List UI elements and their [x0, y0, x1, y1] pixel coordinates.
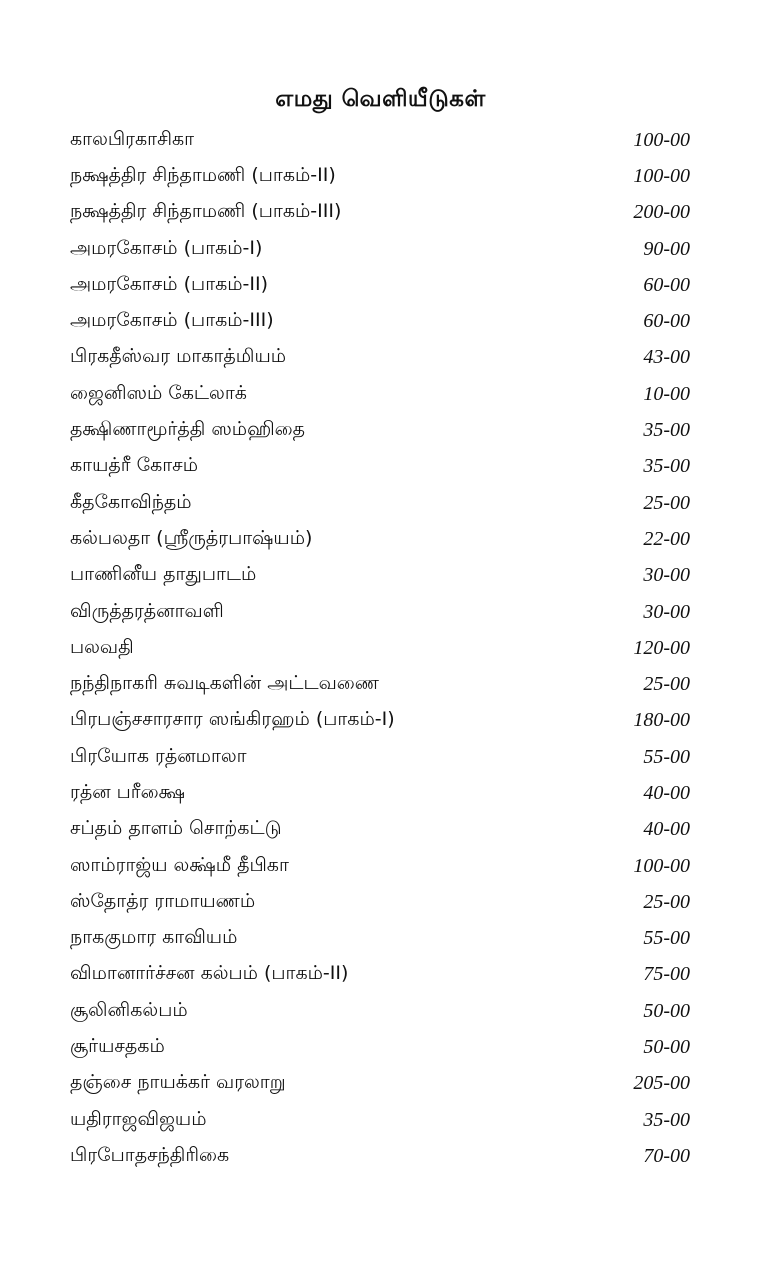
book-title: காலபிரகாசிகா: [70, 127, 195, 150]
book-row: [70, 376, 690, 412]
book-row: [70, 739, 690, 775]
book-price: 70-00: [643, 1144, 690, 1167]
book-price: 30-00: [643, 600, 690, 623]
book-price: 60-00: [643, 273, 690, 296]
book-title: கல்பலதா (ஸ்ரீருத்ரபாஷ்யம்): [70, 526, 313, 549]
page-title: எமது வெளியீடுகள்: [275, 86, 486, 112]
book-title: நந்திநாகரி சுவடிகளின் அட்டவணை: [70, 672, 379, 695]
book-price: 35-00: [643, 419, 690, 442]
book-price: 100-00: [633, 164, 690, 187]
book-row: [70, 195, 690, 231]
book-title: ஸ்தோத்ர ராமாயணம்: [70, 889, 256, 912]
book-price: 35-00: [643, 1108, 690, 1131]
book-row: [70, 957, 690, 993]
book-row: [70, 267, 690, 303]
book-row: [70, 1138, 690, 1174]
book-price: 40-00: [643, 781, 690, 804]
book-title: அமரகோசம் (பாகம்-III): [70, 309, 274, 332]
book-row: [70, 921, 690, 957]
book-title: யதிராஜவிஜயம்: [70, 1107, 207, 1130]
book-row: [70, 703, 690, 739]
book-price: 100-00: [633, 128, 690, 151]
book-price: 35-00: [643, 455, 690, 478]
book-title: பாணினீய தாதுபாடம்: [70, 563, 257, 586]
book-price: 75-00: [643, 963, 690, 986]
book-title: ஜைனிஸம் கேட்லாக்: [70, 381, 247, 404]
book-price: 22-00: [643, 527, 690, 550]
book-title: ரத்ன பரீக்ஷை: [70, 780, 185, 803]
book-price: 10-00: [643, 382, 690, 405]
book-price: 25-00: [643, 673, 690, 696]
book-price: 60-00: [643, 310, 690, 333]
book-title: ஸாம்ராஜ்ய லக்ஷ்மீ தீபிகா: [70, 853, 289, 876]
book-price: 25-00: [643, 491, 690, 514]
book-row: [70, 594, 690, 630]
book-row: [70, 1102, 690, 1138]
book-list: [70, 122, 690, 1175]
book-row: [70, 993, 690, 1029]
book-title: பலவதி: [70, 635, 134, 658]
book-row: [70, 303, 690, 339]
book-row: [70, 558, 690, 594]
book-price: 120-00: [633, 636, 690, 659]
book-price: 200-00: [633, 201, 690, 224]
book-title: விமானார்ச்சன கல்பம் (பாகம்-II): [70, 962, 349, 985]
book-title: பிரபஞ்சசாரசார ஸங்கிரஹம் (பாகம்-I): [70, 708, 395, 731]
book-title: அமரகோசம் (பாகம்-II): [70, 272, 269, 295]
book-row: [70, 231, 690, 267]
book-price: 25-00: [643, 890, 690, 913]
book-row: [70, 775, 690, 811]
book-row: [70, 158, 690, 194]
book-title: சூர்யசதகம்: [70, 1035, 165, 1058]
book-title: பிரயோக ரத்னமாலா: [70, 744, 247, 767]
book-title: தக்ஷிணாமூர்த்தி ஸம்ஹிதை: [70, 418, 306, 441]
book-row: [70, 521, 690, 557]
book-price: 100-00: [633, 854, 690, 877]
book-price: 205-00: [633, 1072, 690, 1095]
book-title: நக்ஷத்திர சிந்தாமணி (பாகம்-III): [70, 200, 342, 223]
book-title: நாககுமார காவியம்: [70, 926, 238, 949]
book-row: [70, 122, 690, 158]
book-row: [70, 884, 690, 920]
book-row: [70, 1029, 690, 1065]
book-title: சப்தம் தாளம் சொற்கட்டு: [70, 817, 282, 840]
book-title: நக்ஷத்திர சிந்தாமணி (பாகம்-II): [70, 163, 336, 186]
book-price: 50-00: [643, 1036, 690, 1059]
book-title: கீதகோவிந்தம்: [70, 490, 192, 513]
book-title: காயத்ரீ கோசம்: [70, 454, 198, 477]
book-price: 30-00: [643, 564, 690, 587]
book-price: 40-00: [643, 818, 690, 841]
book-price: 43-00: [643, 346, 690, 369]
book-title: பிரகதீஸ்வர மாகாத்மியம்: [70, 345, 287, 368]
book-row: [70, 812, 690, 848]
book-row: [70, 848, 690, 884]
book-price: 90-00: [643, 237, 690, 260]
book-row: [70, 630, 690, 666]
book-row: [70, 449, 690, 485]
book-title: தஞ்சை நாயக்கர் வரலாறு: [70, 1071, 286, 1094]
book-title: விருத்தரத்னாவளி: [70, 599, 224, 622]
book-price: 50-00: [643, 999, 690, 1022]
book-price: 180-00: [633, 709, 690, 732]
book-price: 55-00: [643, 745, 690, 768]
book-row: [70, 666, 690, 702]
book-row: [70, 1066, 690, 1102]
book-title: பிரபோதசந்திரிகை: [70, 1143, 230, 1166]
book-row: [70, 340, 690, 376]
book-row: [70, 412, 690, 448]
book-price: 55-00: [643, 927, 690, 950]
book-title: சூலினிகல்பம்: [70, 998, 188, 1021]
book-row: [70, 485, 690, 521]
book-title: அமரகோசம் (பாகம்-I): [70, 236, 263, 259]
